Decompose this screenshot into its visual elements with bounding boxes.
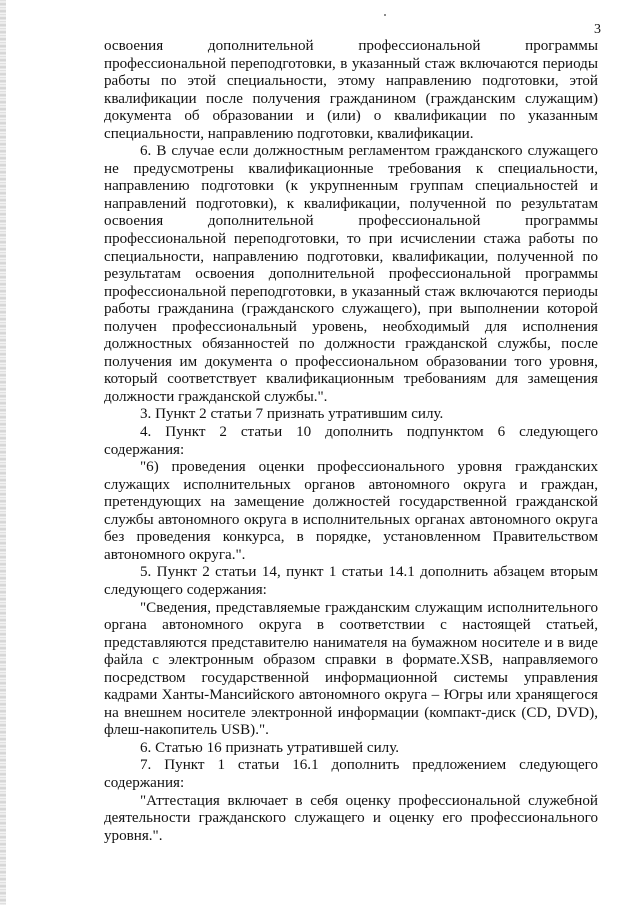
document-body [104, 38, 598, 845]
paragraph-continuation: освоения дополнительной профессиональной программы профессиональной переподготовки, в указанный стаж включаются периоды работы по этой специальности, этому направлению подготовки, этой квалификации после получения гражданином (гражданским служащим) документа об образовании и (или) о квалификации по указанным специальности, направлению подготовки, квалификации. [104, 38, 598, 142]
paragraph-quote-subitem-6: "6) проведения оценки профессионального уровня гражданских служащих исполнительных органов автономного округа и граждан, претендующих на замещение должностей государственной гражданской службы автономного округа в исполнительных органах автономного округа без проведения конкурса, в порядке, установленном Правительством автономного округа.". [104, 459, 598, 563]
paragraph-item-4: 4. Пункт 2 статьи 10 дополнить подпунктом 6 следующего содержания: [104, 424, 598, 458]
scan-edge [0, 0, 6, 905]
paragraph-item-7: 7. Пункт 1 статьи 16.1 дополнить предложением следующего содержания: [104, 757, 598, 791]
page-number: 3 [594, 22, 601, 37]
paragraph-quote-attestation: "Аттестация включает в себя оценку профессиональной служебной деятельности гражданского служащего и оценку его профессионального уровня.". [104, 792, 598, 844]
paragraph-item-5: 5. Пункт 2 статьи 14, пункт 1 статьи 14.1 дополнить абзацем вторым следующего содержания: [104, 564, 598, 598]
scan-dot [384, 14, 386, 16]
paragraph-quote-svedeniya: "Сведения, представляемые гражданским служащим исполнительного органа автономного округа в соответствии с настоящей статьей, представляются представителю нанимателя на бумажном носителе и в виде файла с электронным образом справки в формате.XSB, направляемого посредством государственной информационной системы управления кадрами Ханты-Мансийского автономного округа – Югры или хранящегося на внешнем носителе электронной информации (компакт-диск (CD, DVD), флеш-накопитель USB).". [104, 599, 598, 739]
paragraph-item-3: 3. Пункт 2 статьи 7 признать утратившим силу. [140, 406, 444, 423]
paragraph-item-6-repeal: 6. Статью 16 признать утратившей силу. [140, 739, 400, 756]
paragraph-item-6: 6. В случае если должностным регламентом гражданского служащего не предусмотрены квалификационные требования к специальности, направлению подготовки (к укрупненным группам специальностей и направлений подготовки), к квалификации, полученной по результатам освоения дополнительной профессиональной программы профессиональной переподготовки, то при исчислении стажа работы по специальности, направлению подготовки, квалификации, полученной по результатам освоения дополнительной профессиональной программы профессиональной переподготовки, в указанный стаж включаются периоды работы гражданина (гражданского служащего), при выполнении которой получен профессиональный уровень, необходимый для исполнения должностных обязанностей по должности гражданской службы, после получения им документа о профессиональном образовании того уровня, который соответствует квалификационным требованиям для замещения должности гражданской службы.". [104, 143, 598, 405]
